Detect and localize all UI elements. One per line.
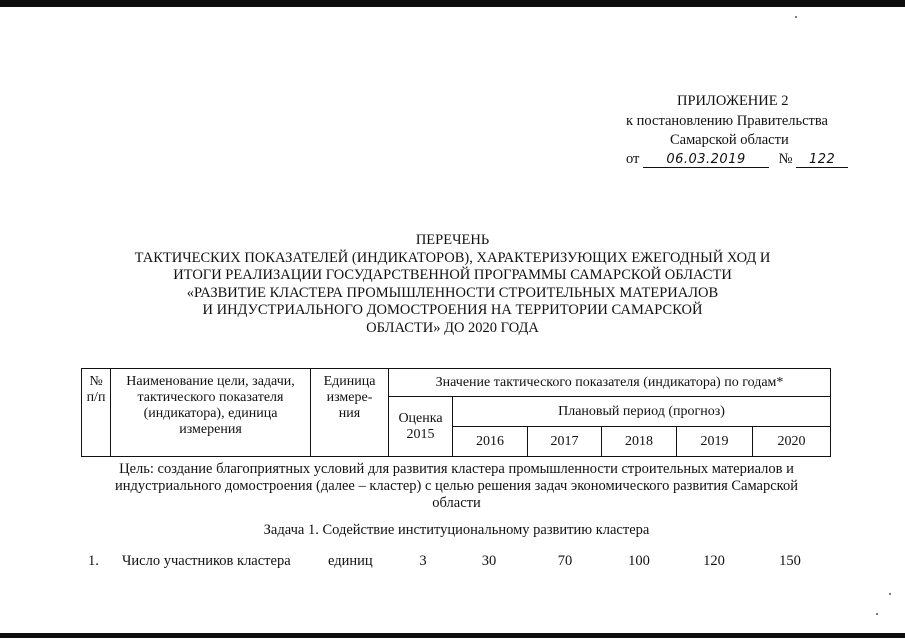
handwritten-number: 122: [808, 152, 836, 167]
col-unit-header: Единица измере- ния: [311, 369, 389, 457]
scan-speck: [876, 613, 878, 615]
year-header: 2020: [753, 427, 831, 457]
year-header: 2016: [453, 427, 528, 457]
year-header: 2018: [602, 427, 677, 457]
title-line: ТАКТИЧЕСКИХ ПОКАЗАТЕЛЕЙ (ИНДИКАТОРОВ), ХАРАКТЕРИЗУЮЩИХ ЕЖЕГОДНЫЙ ХОД И: [134, 249, 771, 266]
scan-speck: [889, 593, 891, 595]
title-line: «РАЗВИТИЕ КЛАСТЕРА ПРОМЫШЛЕННОСТИ СТРОИТЕЛЬНЫХ МАТЕРИАЛОВ: [186, 284, 719, 301]
values-header: Значение тактического показателя (индикатора) по годам*: [389, 369, 831, 397]
scan-top-edge: [0, 0, 905, 7]
appendix-line-1: к постановлению Правительства: [626, 113, 828, 129]
number-prefix: №: [778, 151, 793, 167]
plan-period-header: Плановый период (прогноз): [453, 397, 831, 427]
year-header: 2019: [677, 427, 753, 457]
year-header: 2017: [528, 427, 602, 457]
document-title: [90, 232, 815, 337]
title-line: ИТОГИ РЕАЛИЗАЦИИ ГОСУДАРСТВЕННОЙ ПРОГРАММЫ САМАРСКОЙ ОБЛАСТИ: [173, 267, 732, 283]
value-2020: 150: [779, 553, 801, 569]
appendix-line-2: Самарской области: [670, 132, 789, 148]
value-2019: 120: [703, 553, 725, 569]
task-heading: Задача 1. Содействие институциональному развитию кластера: [263, 522, 650, 538]
col-num-header: № п/п: [82, 369, 111, 457]
value-2018: 100: [628, 553, 650, 569]
date-prefix: от: [626, 151, 640, 167]
scan-bottom-edge: [0, 633, 905, 638]
col-name-header: Наименование цели, задачи, тактического показателя (индикатора), единица измерения: [111, 369, 311, 457]
appendix-title: ПРИЛОЖЕНИЕ 2: [677, 93, 789, 109]
title-line: ПЕРЕЧЕНЬ: [415, 232, 490, 248]
estimate-2015-header: Оценка 2015: [389, 397, 453, 457]
value-2016: 30: [481, 553, 497, 569]
handwritten-date: 06.03.2019: [666, 152, 746, 167]
value-2017: 70: [557, 553, 573, 569]
row-indicator-name: Число участников кластера: [122, 553, 291, 569]
title-line: И ИНДУСТРИАЛЬНОГО ДОМОСТРОЕНИЯ НА ТЕРРИТОРИИ САМАРСКОЙ: [202, 302, 703, 318]
row-unit: единиц: [328, 553, 373, 569]
number-field: [796, 152, 848, 168]
date-field: [643, 152, 769, 168]
scan-speck: [795, 16, 797, 18]
row-number: 1.: [88, 553, 99, 569]
value-estimate-2015: 3: [419, 553, 427, 569]
title-line: ОБЛАСТИ» ДО 2020 ГОДА: [366, 319, 539, 336]
goal-text: Цель: создание благоприятных условий для развития кластера промышленности строительных материалов и индустриального домостроения (далее – кластер) с целью решения задач экономического развития Самарской области: [114, 461, 798, 511]
indicator-table-header: [81, 368, 831, 457]
appendix-date-line: [626, 150, 848, 169]
